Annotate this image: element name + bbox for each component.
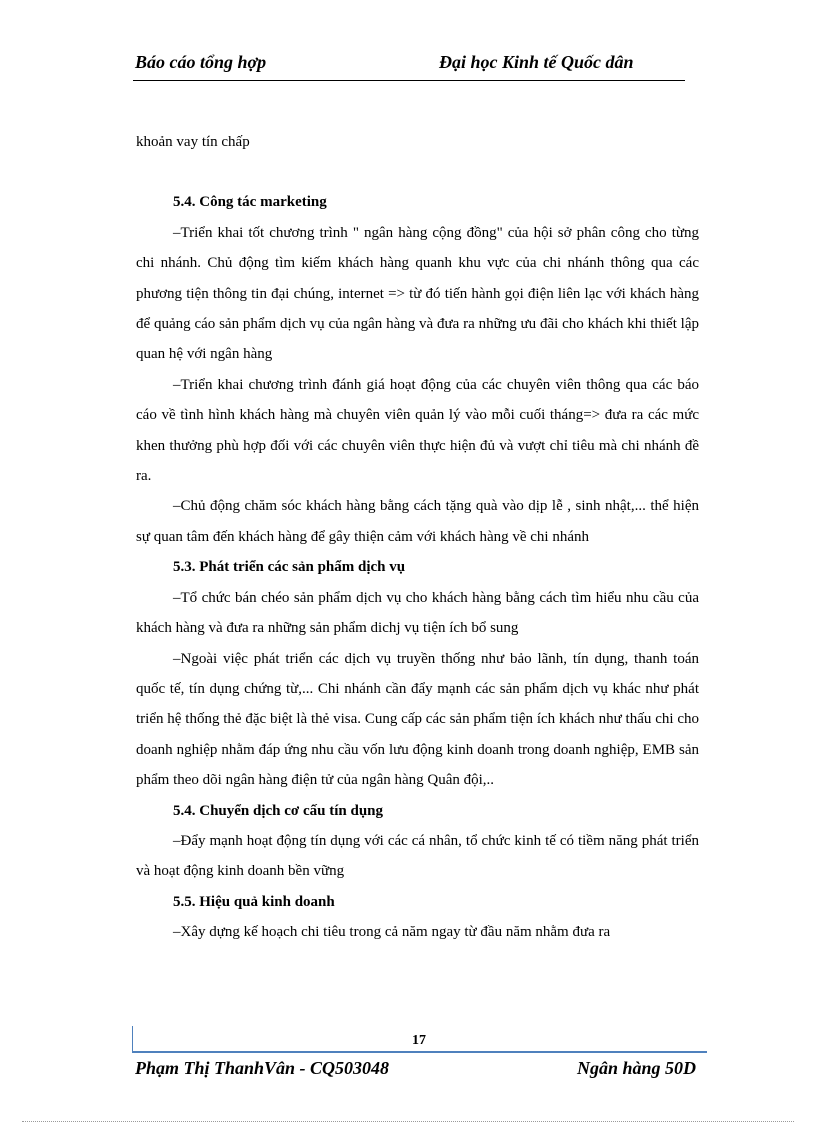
footer-class: Ngân hàng 50D (576, 1058, 696, 1078)
header-report-title: Báo cáo tổng hợp (135, 52, 267, 72)
footer-rule-corner (132, 1026, 133, 1052)
section-heading-efficiency: 5.5. Hiệu quả kinh doanh (173, 893, 335, 910)
body-paragraph: –Triển khai tốt chương trình " ngân hàng cộng đồng" của hội sở phân công cho từng chi nhánh. Chủ động tìm kiếm khách hàng quanh khu vực của chi nhánh thông qua các phương tiện thông tin đại chúng, internet => từ đó tiến hành gọi điện liên lạc với khách hàng để quảng cáo sản phẩm dịch vụ của ngân hàng và đưa ra những ưu đãi cho khách khi thiết lập quan hệ với ngân hàng (136, 224, 699, 363)
body-paragraph: –Ngoài việc phát triển các dịch vụ truyền thống như bảo lãnh, tín dụng, thanh toán quốc tế, tín dụng chứng từ,... Chi nhánh cần đẩy mạnh các sản phẩm dịch vụ khác như phát triển hệ thống thẻ đặc biệt là thẻ visa. Cung cấp các sản phẩm tiện ích khách như thấu chi cho doanh nghiệp nhằm đáp ứng nhu cầu vốn lưu động kinh doanh trong doanh nghiệp, EMB sản phẩm theo dõi ngân hàng điện tử của ngân hàng Quân đội,.. (136, 650, 699, 789)
body-paragraph: –Chủ động chăm sóc khách hàng bằng cách tặng quà vào dịp lễ , sinh nhật,... thể hiện sự quan tâm đến khách hàng để gây thiện cảm với khách hàng về chi nhánh (136, 498, 699, 545)
page-footer (133, 1058, 696, 1082)
page-bottom-dotted-rule (22, 1121, 794, 1122)
section-heading-marketing: 5.4. Công tác marketing (173, 194, 327, 211)
body-paragraph: –Xây dựng kế hoạch chi tiêu trong cả năm ngay từ đầu năm nhằm đưa ra (173, 924, 611, 941)
body-paragraph: –Triển khai chương trình đánh giá hoạt động của các chuyên viên thông qua các báo cáo về tình hình khách hàng mà chuyên viên quản lý vào mỗi cuối tháng=> đưa ra các mức khen thưởng phù hợp đối với các chuyên viên thực hiện đủ và vượt chỉ tiêu mà chi nhánh đề ra. (136, 376, 699, 485)
footer-author: Phạm Thị ThanhVân - CQ503048 (135, 1058, 390, 1078)
document-body (136, 127, 699, 948)
page-number: 17 (412, 1033, 426, 1048)
header-university-name: Đại học Kinh tế Quốc dân (439, 52, 634, 72)
body-paragraph: khoản vay tín chấp (136, 134, 250, 150)
body-paragraph: –Đẩy mạnh hoạt động tín dụng với các cá nhân, tổ chức kinh tế có tiềm năng phát triển và hoạt động kinh doanh bền vững (136, 832, 699, 880)
section-heading-credit: 5.4. Chuyển dịch cơ cấu tín dụng (173, 802, 384, 819)
section-heading-products: 5.3. Phát triển các sản phẩm dịch vụ (173, 559, 406, 576)
footer-rule (132, 1051, 707, 1053)
body-paragraph: –Tổ chức bán chéo sản phẩm dịch vụ cho khách hàng bằng cách tìm hiểu nhu cầu của khách hàng và đưa ra những sản phẩm dichj vụ tiện ích bổ sung (136, 589, 699, 637)
page-header (133, 52, 685, 81)
